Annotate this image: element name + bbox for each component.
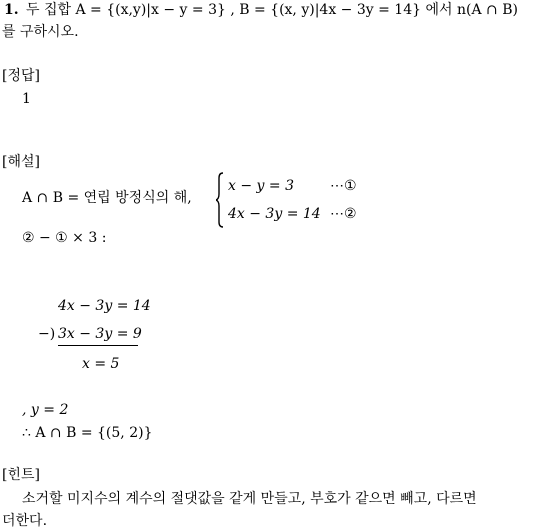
equation-1-mark: ⋯① [330, 178, 357, 194]
system-brace [216, 172, 224, 228]
y-value: , y = 2 [22, 402, 69, 418]
answer-header: [정답] [2, 68, 40, 84]
problem-text-line1: 두 집합 A = {(x,y)|x − y = 3} , B = {(x, y)|4x − 3y = 14} 에서 n(A ∩ B) [26, 2, 518, 18]
equation-1: x − y = 3 [228, 178, 294, 194]
equation-2-mark: ⋯② [330, 206, 357, 222]
problem-text-line2: 를 구하시오. [2, 24, 79, 40]
system-intro: A ∩ B = 연립 방정식의 해, [22, 190, 192, 206]
calc-line-2: 3x − 3y = 9 [58, 326, 142, 342]
calc-result: x = 5 [82, 356, 120, 372]
calc-line-1: 4x − 3y = 14 [58, 298, 151, 314]
problem-number: 1. [4, 2, 19, 18]
hint-line1: 소거할 미지수의 계수의 절댓값을 같게 만들고, 부호가 같으면 빼고, 다르면 [22, 491, 477, 507]
calc-underline [58, 345, 138, 346]
answer-value: 1 [22, 91, 31, 107]
hint-line2: 더한다. [2, 513, 48, 529]
equation-2: 4x − 3y = 14 [228, 206, 321, 222]
conclusion: ∴ A ∩ B = {(5, 2)} [22, 425, 153, 441]
hint-header: [힌트] [2, 467, 40, 483]
calc-minus-prefix: −) [38, 326, 56, 342]
solution-header: [해설] [2, 154, 40, 170]
elimination-step: ② − ① × 3 : [22, 230, 107, 246]
